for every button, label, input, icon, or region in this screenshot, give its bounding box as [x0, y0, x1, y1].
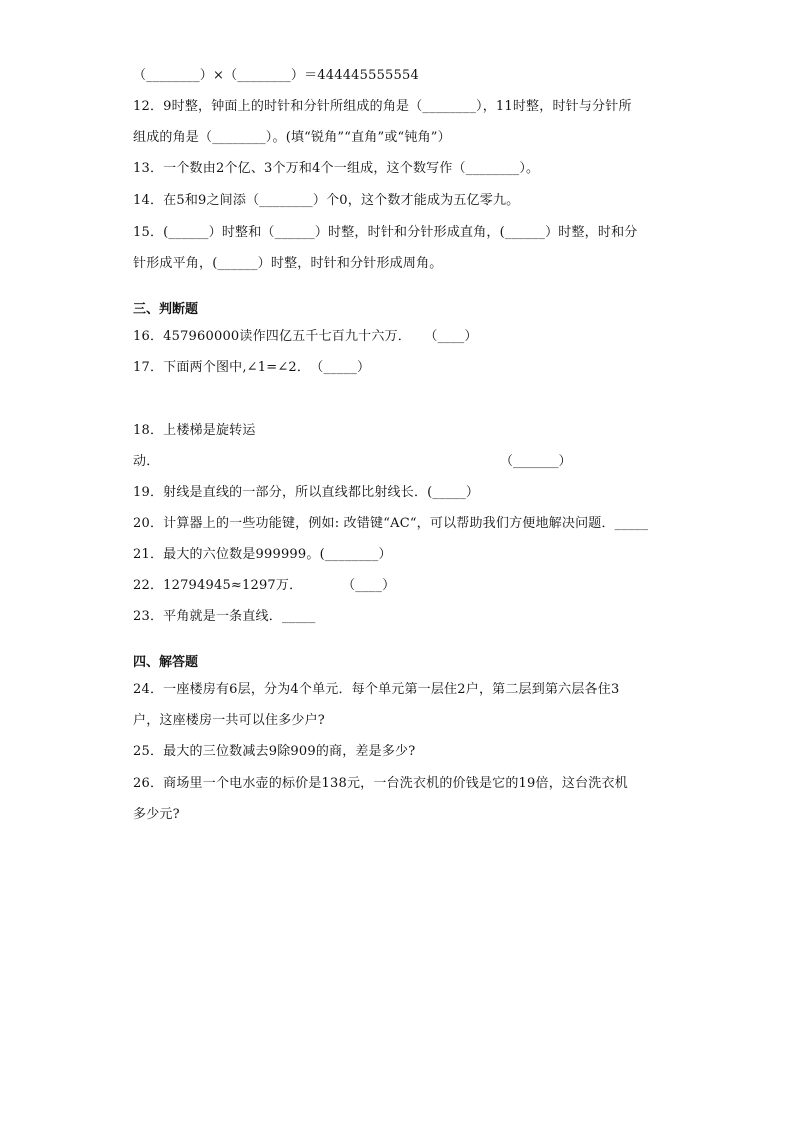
question-26-line-2: 多少元?	[133, 807, 180, 822]
question-15-line-2: 针形成平角，(______）时整，时针和分针形成周角。	[133, 256, 443, 271]
question-18-line-1: 18．上楼梯是旋转运	[133, 423, 256, 438]
question-18-answer-blank: （_______）	[500, 454, 572, 469]
question-15-line-1: 15．(______）时整和（______）时整，时针和分针形成直角，(______）时整，时和分	[133, 225, 638, 240]
question-21: 21．最大的六位数是999999。(________）	[133, 547, 392, 562]
question-25: 25．最大的三位数减去9除909的商，差是多少?	[133, 744, 416, 759]
question-11-answer-line: （________）×（________）＝444445555554	[133, 68, 419, 83]
question-24-line-2: 户，这座楼房一共可以住多少户?	[133, 713, 325, 728]
question-12-line-1: 12．9时整，钟面上的时针和分针所组成的角是（________），11时整，时针与分针所	[133, 99, 632, 114]
question-24-line-1: 24．一座楼房有6层，分为4个单元．每个单元第一层住2户，第二层到第六层各住3	[133, 682, 620, 697]
question-14: 14．在5和9之间添（________）个0，这个数才能成为五亿零九。	[133, 193, 520, 208]
question-19: 19．射线是直线的一部分，所以直线都比射线长．(_____）	[133, 485, 480, 500]
question-17: 17．下面两个图中,∠1=∠2． （_____）	[133, 360, 371, 375]
question-12-line-2: 组成的角是（________）。(填“锐角”“直角”或“钝角”）	[133, 130, 451, 145]
question-23: 23．平角就是一条直线．_____	[133, 609, 316, 624]
question-18-line-2: 动．	[133, 454, 160, 469]
section-heading-answer: 四、解答题	[133, 655, 199, 670]
question-20: 20．计算器上的一些功能键，例如: 改错键“AC“，可以帮助我们方便地解决问题．_____	[133, 516, 649, 531]
question-22: 22．12794945≈1297万． （____）	[133, 578, 396, 593]
question-13: 13．一个数由2个亿、3个万和4个一组成，这个数写作（________）。	[133, 161, 540, 176]
question-16: 16．457960000读作四亿五千七百九十六万． （____）	[133, 329, 478, 344]
section-heading-judgment: 三、判断题	[133, 302, 199, 317]
question-26-line-1: 26．商场里一个电水壶的标价是138元，一台洗衣机的价钱是它的19倍，这台洗衣机	[133, 776, 628, 791]
